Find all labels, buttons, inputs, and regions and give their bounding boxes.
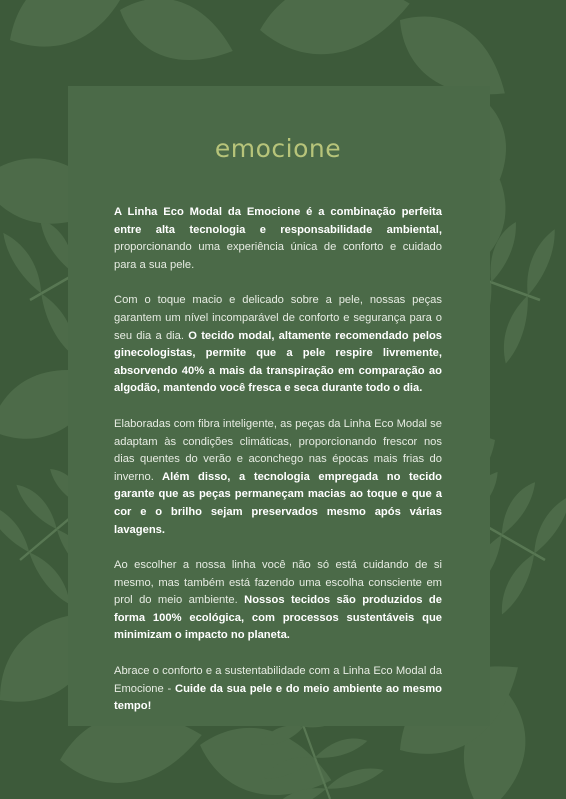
paragraph-comfort-strong: O tecido modal, altamente recomendado pelos ginecologistas, permite que a pele respire livremente, absorvendo 40% a mais da transpiração em comparação ao algodão, mantendo você fresca e seca durante todo o dia. xyxy=(114,329,442,395)
paragraph-closing-text: Abrace o conforto e a sustentabilidade com a Linha Eco Modal da Emocione - xyxy=(114,665,442,695)
paragraph-closing-strong: Cuide da sua pele e do meio ambiente ao mesmo tempo! xyxy=(114,682,442,713)
paragraph-choice-text: Ao escolher a nossa linha você não só está cuidando de si mesmo, mas também está fazendo uma escolha consciente em prol do meio ambiente. xyxy=(114,559,442,607)
paragraph-fiber-text: Elaboradas com fibra inteligente, as peças da Linha Eco Modal se adaptam às condições climáticas, proporcionando frescor nos dias quentes do verão e aconchego nas épocas mais frias do inverno. xyxy=(114,417,442,483)
paragraph-choice-strong: Nossos tecidos são produzidos de forma 100% ecológica, com processos sustentáveis que minimizam o impacto no planeta. xyxy=(114,594,442,642)
paragraph-fiber xyxy=(114,416,442,539)
paragraph-choice xyxy=(114,557,442,645)
paragraph-comfort-text: Com o toque macio e delicado sobre a pele, nossas peças garantem um nível incomparável de conforto e segurança para o seu dia a dia. xyxy=(114,294,442,342)
paragraph-intro-strong: A Linha Eco Modal da Emocione é a combinação perfeita entre alta tecnologia e responsabilidade ambiental, xyxy=(114,206,442,236)
content-panel xyxy=(68,86,490,726)
paragraph-closing xyxy=(114,663,442,716)
paragraph-comfort xyxy=(114,292,442,398)
paragraph-intro-text: proporcionando uma experiência única de conforto e cuidado para a sua pele. xyxy=(114,241,442,271)
brand-logo: emocione xyxy=(214,134,342,163)
paragraph-fiber-strong: Além disso, a tecnologia empregada no tecido garante que as peças permaneçam macias ao toque e que a cor e o brilho sejam preservados mesmo após várias lavagens. xyxy=(114,470,442,536)
paragraph-intro xyxy=(114,204,442,274)
